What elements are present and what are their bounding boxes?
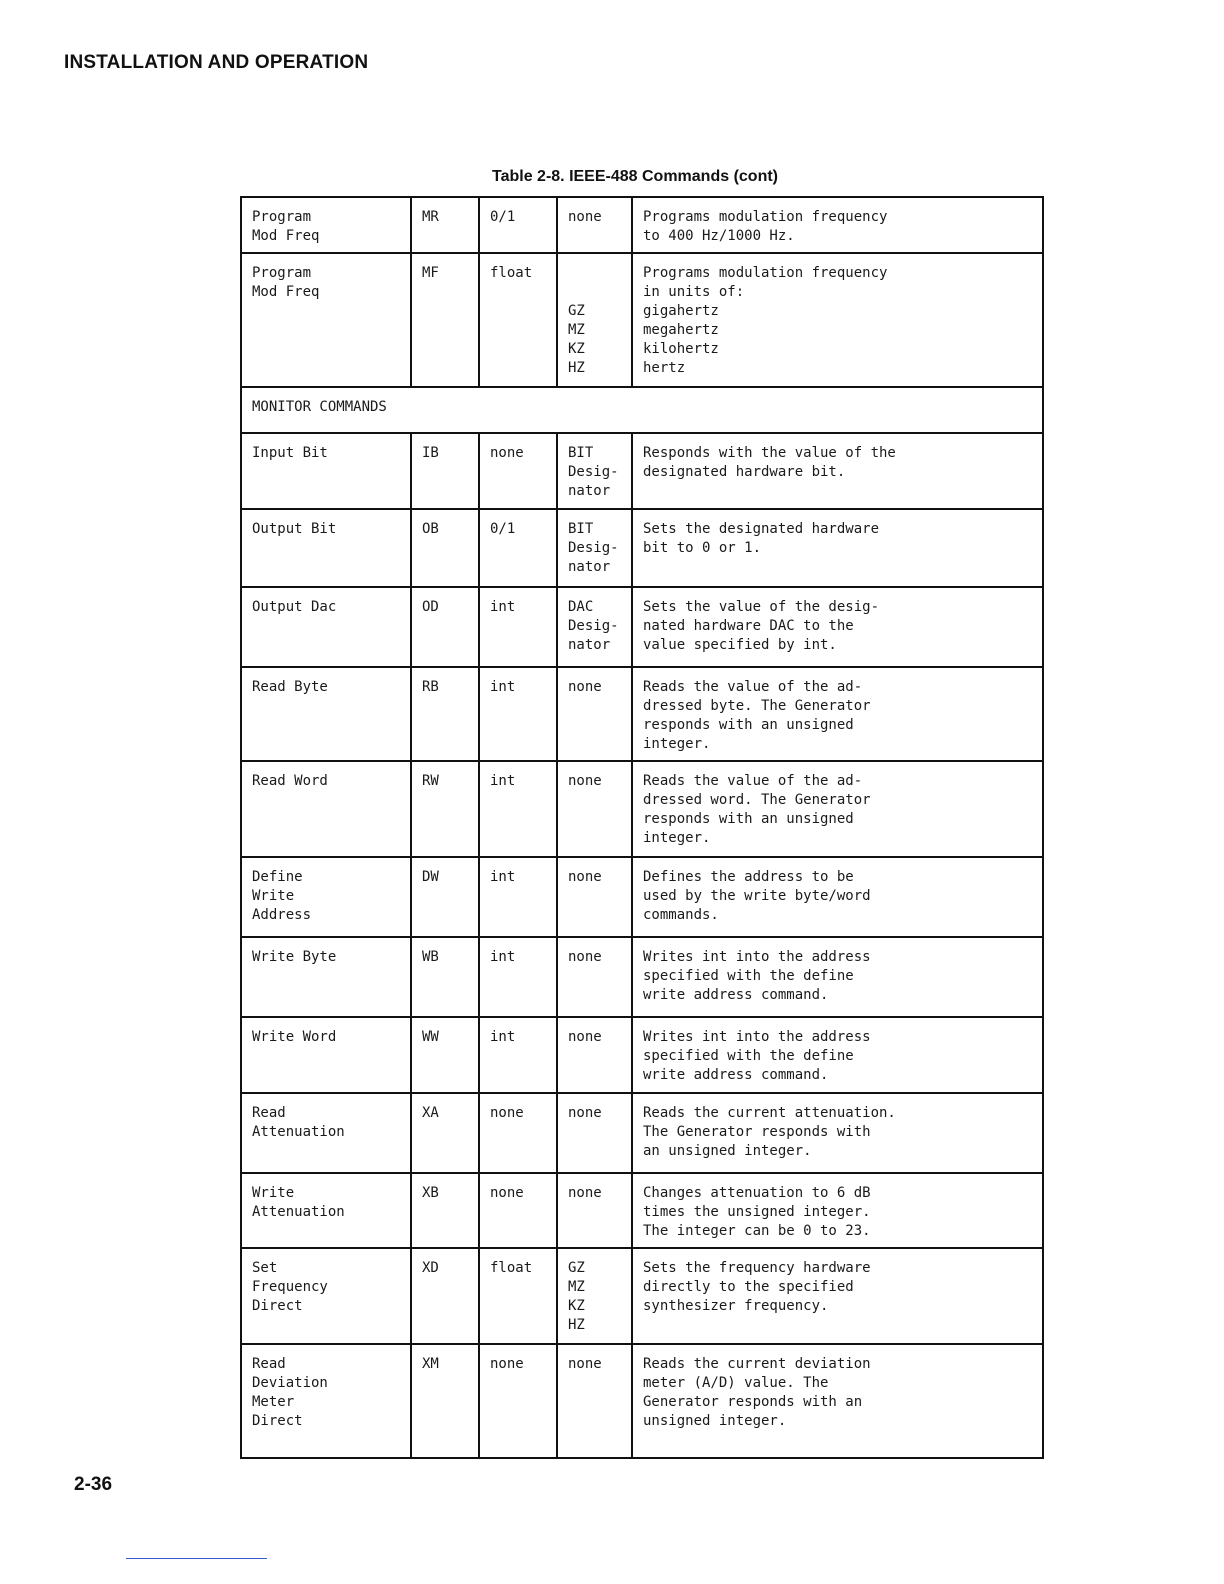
command-code: XM (411, 1344, 479, 1458)
command-parameter: none (479, 1173, 557, 1248)
command-units: none (557, 857, 632, 937)
command-code: WW (411, 1017, 479, 1093)
command-name: Output Dac (241, 587, 411, 667)
command-description: Sets the designated hardware bit to 0 or 1. (632, 509, 1043, 587)
table-caption: Table 2-8. IEEE-488 Commands (cont) (492, 168, 778, 185)
command-parameter: int (479, 667, 557, 761)
command-parameter: int (479, 1017, 557, 1093)
table-row (241, 509, 1043, 587)
command-units: GZ MZ KZ HZ (557, 1248, 632, 1344)
command-name: Input Bit (241, 433, 411, 509)
command-description: Changes attenuation to 6 dB times the unsigned integer. The integer can be 0 to 23. (632, 1173, 1043, 1248)
command-description: Reads the current deviation meter (A/D) value. The Generator responds with an unsigned integer. (632, 1344, 1043, 1458)
command-units: none (557, 937, 632, 1017)
command-units: none (557, 1017, 632, 1093)
command-code: MR (411, 197, 479, 253)
table-row (241, 433, 1043, 509)
table-row (241, 253, 1043, 387)
commands-table (240, 196, 1044, 1459)
table-row (241, 761, 1043, 857)
command-parameter: none (479, 1344, 557, 1458)
command-name: Define Write Address (241, 857, 411, 937)
command-code: WB (411, 937, 479, 1017)
table-row (241, 857, 1043, 937)
command-code: OB (411, 509, 479, 587)
table-row (241, 197, 1043, 253)
table-row (241, 587, 1043, 667)
command-parameter: 0/1 (479, 197, 557, 253)
command-units: none (557, 761, 632, 857)
section-row (241, 387, 1043, 433)
command-units: BIT Desig- nator (557, 433, 632, 509)
table-row (241, 1344, 1043, 1458)
command-name: Read Attenuation (241, 1093, 411, 1173)
command-code: RB (411, 667, 479, 761)
command-description: Reads the value of the ad- dressed byte. The Generator responds with an unsigned integer. (632, 667, 1043, 761)
command-units: BIT Desig- nator (557, 509, 632, 587)
command-parameter: int (479, 937, 557, 1017)
command-units: none (557, 1093, 632, 1173)
command-code: IB (411, 433, 479, 509)
footer-rule (126, 1558, 267, 1559)
command-description: Programs modulation frequency in units of: gigahertz megahertz kilohertz hertz (632, 253, 1043, 387)
command-units: none (557, 1173, 632, 1248)
command-name: Write Attenuation (241, 1173, 411, 1248)
table-row (241, 1248, 1043, 1344)
command-name: Read Word (241, 761, 411, 857)
table-row (241, 1017, 1043, 1093)
page-number: 2-36 (74, 1474, 113, 1495)
command-name: Read Byte (241, 667, 411, 761)
command-parameter: int (479, 587, 557, 667)
command-name: Set Frequency Direct (241, 1248, 411, 1344)
command-name: Program Mod Freq (241, 253, 411, 387)
command-parameter: float (479, 253, 557, 387)
section-heading: MONITOR COMMANDS (241, 387, 1043, 433)
command-parameter: none (479, 433, 557, 509)
command-description: Writes int into the address specified with the define write address command. (632, 1017, 1043, 1093)
command-code: XD (411, 1248, 479, 1344)
command-code: RW (411, 761, 479, 857)
table-row (241, 1093, 1043, 1173)
command-description: Sets the value of the desig- nated hardware DAC to the value specified by int. (632, 587, 1043, 667)
running-header: INSTALLATION AND OPERATION (64, 52, 369, 73)
command-description: Writes int into the address specified with the define write address command. (632, 937, 1043, 1017)
command-description: Sets the frequency hardware directly to the specified synthesizer frequency. (632, 1248, 1043, 1344)
command-name: Program Mod Freq (241, 197, 411, 253)
command-code: XB (411, 1173, 479, 1248)
command-units: none (557, 667, 632, 761)
command-code: DW (411, 857, 479, 937)
command-description: Defines the address to be used by the write byte/word commands. (632, 857, 1043, 937)
table-row (241, 937, 1043, 1017)
command-parameter: int (479, 857, 557, 937)
command-parameter: float (479, 1248, 557, 1344)
command-name: Write Byte (241, 937, 411, 1017)
table-row (241, 1173, 1043, 1248)
command-description: Programs modulation frequency to 400 Hz/1000 Hz. (632, 197, 1043, 253)
command-parameter: none (479, 1093, 557, 1173)
command-units: none (557, 1344, 632, 1458)
command-code: XA (411, 1093, 479, 1173)
command-units: none (557, 197, 632, 253)
command-parameter: 0/1 (479, 509, 557, 587)
command-name: Write Word (241, 1017, 411, 1093)
command-parameter: int (479, 761, 557, 857)
command-name: Read Deviation Meter Direct (241, 1344, 411, 1458)
command-description: Reads the current attenuation. The Generator responds with an unsigned integer. (632, 1093, 1043, 1173)
table-row (241, 667, 1043, 761)
command-units: GZ MZ KZ HZ (557, 253, 632, 387)
command-name: Output Bit (241, 509, 411, 587)
command-description: Reads the value of the ad- dressed word. The Generator responds with an unsigned integer. (632, 761, 1043, 857)
command-code: MF (411, 253, 479, 387)
command-units: DAC Desig- nator (557, 587, 632, 667)
command-description: Responds with the value of the designated hardware bit. (632, 433, 1043, 509)
command-code: OD (411, 587, 479, 667)
